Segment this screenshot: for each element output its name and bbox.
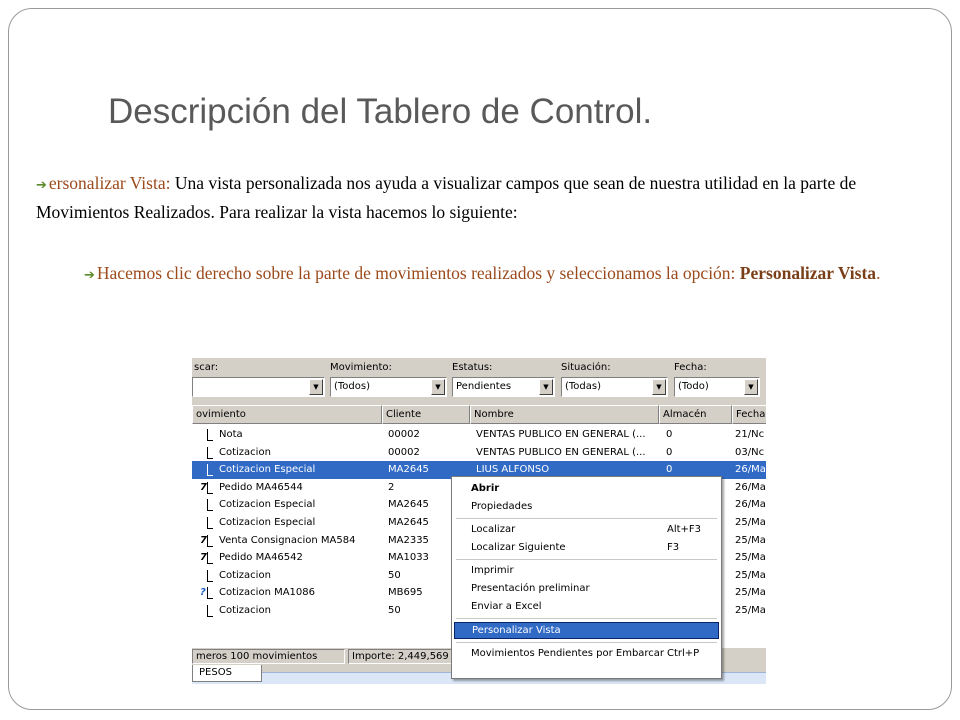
table-row[interactable] [192, 426, 766, 444]
table-row[interactable] [192, 444, 766, 462]
pending-status-icon: 7 [200, 551, 214, 565]
menu-separator [456, 618, 717, 619]
bullet2-strong: Personalizar Vista [739, 263, 877, 283]
grid-header [192, 405, 766, 424]
menu-item-label: Imprimir [471, 565, 514, 577]
menu-item-label: Movimientos Pendientes por Embarcar [471, 647, 665, 659]
bullet-personalizar-vista [36, 170, 936, 226]
filter-situacion-value: (Todas) [565, 381, 602, 392]
document-status-icon [200, 516, 214, 530]
cell-fecha: 25/Ma [735, 552, 766, 564]
bullet2-end: . [876, 263, 881, 283]
cell-movimiento: Cotizacion Especial [219, 499, 316, 511]
cell-cliente: 00002 [388, 429, 420, 440]
menu-item-label: Abrir [471, 483, 500, 494]
cell-fecha: 03/Nc [735, 446, 765, 458]
cell-cliente: MA2335 [388, 534, 429, 546]
menu-item-abrir[interactable] [454, 481, 719, 498]
menu-item-imprimir[interactable] [454, 563, 719, 580]
cell-fecha: 25/Ma [735, 587, 766, 599]
cell-almacen: 0 [666, 446, 673, 458]
cell-cliente: MA2645 [388, 499, 429, 511]
filter-label-movimiento: Movimiento: [330, 362, 392, 373]
col-header-nombre[interactable]: Nombre [470, 405, 659, 424]
filter-label-estatus: Estatus: [452, 362, 493, 373]
filter-buscar-combo[interactable] [192, 377, 325, 397]
filter-estatus-value: Pendientes [456, 381, 512, 392]
menu-item-personalizar-vista[interactable] [454, 622, 719, 639]
col-header-movimiento[interactable]: ovimiento [192, 405, 382, 424]
filter-movimiento-value: (Todos) [334, 381, 371, 392]
menu-item-shortcut: F3 [667, 541, 680, 553]
dropdown-arrow-icon[interactable]: ▼ [744, 379, 758, 395]
cell-nombre: VENTAS PUBLICO EN GENERAL (... [476, 446, 646, 458]
filter-movimiento-combo[interactable] [330, 377, 447, 397]
document-status-icon [200, 446, 214, 460]
slide-title: Descripción del Tablero de Control. [108, 92, 653, 131]
menu-item-shortcut: Alt+F3 [667, 524, 702, 536]
cell-movimiento: Cotizacion Especial [219, 464, 316, 476]
menu-item-label: Enviar a Excel [471, 600, 542, 612]
document-status-icon [200, 428, 214, 442]
bullet-clic-derecho [84, 260, 934, 289]
cell-nombre: LIUS ALFONSO [476, 464, 550, 476]
cell-fecha: 26/Ma [735, 464, 766, 476]
cell-movimiento: Cotizacion [219, 605, 271, 616]
pending-status-icon: 7 [200, 534, 214, 548]
menu-item-movimientos-pendientes-por-embarcar[interactable] [454, 646, 719, 663]
cell-movimiento: Cotizacion [219, 446, 271, 458]
cell-movimiento: Cotizacion MA1086 [219, 587, 316, 599]
menu-separator [456, 518, 717, 519]
filter-situacion-combo[interactable] [561, 377, 668, 397]
arrow-bullet-icon: ➔ [36, 178, 47, 193]
question-status-icon: ? [200, 586, 214, 600]
menu-item-label: Propiedades [471, 500, 533, 512]
cell-cliente: 00002 [388, 446, 420, 458]
cell-movimiento: Pedido MA46544 [219, 481, 303, 493]
cell-cliente: MB695 [388, 587, 423, 599]
document-status-icon [200, 604, 214, 618]
cell-cliente: MA1033 [388, 552, 429, 564]
menu-item-presentaci-n-preliminar[interactable] [454, 581, 719, 598]
cell-fecha: 25/Ma [735, 605, 766, 616]
tab-pesos[interactable]: PESOS [192, 665, 262, 682]
menu-item-label: Presentación preliminar [471, 583, 590, 594]
cell-cliente: 50 [388, 605, 401, 616]
filter-label-buscar: scar: [194, 362, 219, 373]
arrow-bullet-icon: ➔ [84, 268, 95, 283]
cell-fecha: 25/Ma [735, 569, 766, 581]
cell-cliente: 2 [388, 481, 395, 493]
bullet1-label: ersonalizar Vista: [48, 173, 171, 193]
menu-item-label: Localizar Siguiente [471, 541, 566, 553]
menu-item-localizar[interactable] [454, 522, 719, 539]
col-header-cliente[interactable]: Cliente [382, 405, 470, 424]
pending-status-icon: 7 [200, 481, 214, 495]
cell-nombre: VENTAS PUBLICO EN GENERAL (... [476, 429, 646, 440]
status-count: meros 100 movimientos [192, 649, 345, 664]
col-header-almacen[interactable]: Almacén [659, 405, 732, 424]
filter-fecha-value: (Todo) [678, 381, 709, 392]
document-status-icon [200, 498, 214, 512]
bullet1-text: Una vista personalizada nos ayuda a visualizar campos que sean de nuestra utilidad en la parte de Movimientos Realizados. Para realizar la vista hacemos lo siguiente: [36, 173, 857, 222]
menu-item-propiedades[interactable] [454, 499, 719, 516]
col-header-fecha[interactable]: Fecha [732, 405, 766, 424]
cell-cliente: MA2645 [388, 517, 429, 528]
document-status-icon [200, 463, 214, 477]
dropdown-arrow-icon[interactable]: ▼ [652, 379, 666, 395]
cell-movimiento: Cotizacion [219, 569, 271, 581]
cell-almacen: 0 [666, 464, 673, 476]
cell-movimiento: Nota [219, 429, 243, 440]
context-menu [451, 476, 722, 679]
cell-fecha: 21/Nc [735, 429, 765, 440]
dropdown-arrow-icon[interactable]: ▼ [539, 379, 553, 395]
cell-cliente: MA2645 [388, 464, 429, 476]
menu-item-label: Personalizar Vista [472, 625, 561, 637]
cell-fecha: 26/Ma [735, 499, 766, 511]
filter-label-situacion: Situación: [561, 362, 611, 373]
menu-separator [456, 559, 717, 560]
menu-item-shortcut: Ctrl+P [667, 647, 700, 659]
document-status-icon [200, 569, 214, 583]
filter-label-fecha: Fecha: [674, 362, 707, 373]
cell-movimiento: Cotizacion Especial [219, 517, 316, 528]
cell-fecha: 25/Ma [735, 534, 766, 546]
app-screenshot [192, 358, 766, 684]
menu-item-enviar-a-excel[interactable] [454, 599, 719, 616]
bullet2-text: Hacemos clic derecho sobre la parte de movimientos realizados y seleccionamos la opción: [96, 263, 740, 283]
cell-cliente: 50 [388, 569, 401, 581]
filter-estatus-combo[interactable] [452, 377, 555, 397]
cell-fecha: 26/Ma [735, 481, 766, 493]
dropdown-arrow-icon[interactable]: ▼ [431, 379, 445, 395]
menu-separator [456, 642, 717, 643]
cell-fecha: 25/Ma [735, 517, 766, 528]
dropdown-arrow-icon[interactable]: ▼ [309, 379, 323, 395]
cell-movimiento: Venta Consignacion MA584 [219, 534, 356, 546]
menu-item-localizar-siguiente[interactable] [454, 540, 719, 557]
menu-item-label: Localizar [471, 524, 516, 536]
cell-almacen: 0 [666, 429, 673, 440]
filter-fecha-combo[interactable] [674, 377, 760, 397]
cell-movimiento: Pedido MA46542 [219, 552, 303, 564]
status-importe: Importe: 2,449,569 [348, 649, 458, 664]
